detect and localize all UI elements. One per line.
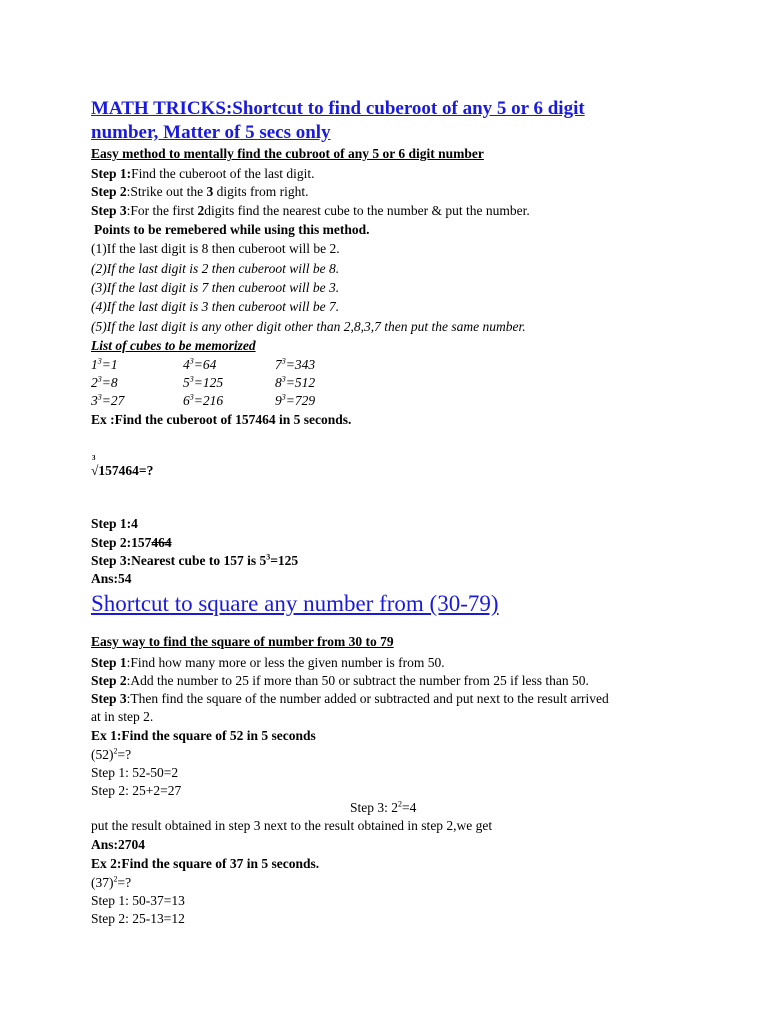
step3-bold: 2 (197, 203, 205, 218)
cuberoot-symbol: 3 √ (91, 454, 99, 478)
example1-step2: Step 2: 25+2=27 (91, 783, 182, 798)
struck-digits: 464 (151, 535, 172, 550)
cube-entry: $4^3=64$ (183, 356, 217, 372)
cube-entry: $2^3=8$ (91, 374, 118, 390)
answer-step3: Step 3:Nearest cube to 157 is $5^3=125$ (91, 552, 299, 568)
section2-title-link[interactable]: Shortcut to square any number from (30-79) (91, 591, 499, 616)
step3-label: Step 3 (91, 203, 127, 218)
cube-entry: $5^3=125$ (183, 374, 224, 390)
cube-entry: $3^3=27$ (91, 392, 125, 408)
cubes-row (91, 392, 411, 410)
step3-text-b: digits find the nearest cube to the number & put the number. (204, 203, 530, 218)
step2-label: Step 2 (91, 184, 127, 199)
cuberoot-expression: 3 √157464=? (91, 454, 154, 478)
cube-entry: $7^3=343$ (275, 356, 316, 372)
answer-final: Ans:54 (91, 571, 132, 586)
example2-heading: Ex 2:Find the square of 37 in 5 seconds. (91, 856, 320, 871)
cube-entry: $9^3=729$ (275, 392, 316, 408)
cubes-row (91, 356, 411, 374)
step1-label: Step 1: (91, 166, 132, 181)
example1-heading: Ex 1:Find the square of 52 in 5 seconds (91, 728, 316, 743)
title-link-line2[interactable]: number, Matter of 5 secs only (91, 122, 331, 143)
point-2: (2)If the last digit is 2 then cuberoot will be 8. (91, 261, 340, 276)
points-heading: Points to be remebered while using this method. (94, 222, 370, 237)
step2-line (91, 184, 309, 200)
example1-step1: Step 1: 52-50=2 (91, 765, 179, 780)
example1-expression: $(52)^2=$? (91, 746, 132, 762)
section2-subtitle: Easy way to find the square of number from 30 to 79 (91, 634, 394, 649)
sq-step1-line: Step 1:Find how many more or less the given number is from 50. (91, 655, 445, 670)
cubes-heading: List of cubes to be memorized (91, 338, 256, 353)
step3-text-a: :For the first (126, 203, 198, 218)
point-5: (5)If the last digit is any other digit other than 2,8,3,7 then put the same number. (91, 319, 526, 334)
step2-text-a: :Strike out the (126, 184, 207, 199)
sq-step2-line: Step 2:Add the number to 25 if more than 50 or subtract the number from 25 if less than 50. (91, 673, 589, 688)
cubes-table (91, 356, 411, 410)
step2-bold: 3 (206, 184, 214, 199)
answer-step1: Step 1:4 (91, 516, 138, 531)
cubes-row (91, 374, 411, 392)
title-link-line1[interactable]: MATH TRICKS:Shortcut to find cuberoot of any 5 or 6 digit (91, 98, 585, 119)
step1-text: Find the cuberoot of the last digit. (131, 166, 315, 181)
example2-step2: Step 2: 25-13=12 (91, 911, 185, 926)
example-cuberoot: Ex :Find the cuberoot of 157464 in 5 seconds. (91, 412, 352, 427)
cube-entry: $8^3=512$ (275, 374, 316, 390)
example2-expression: $(37)^2=$? (91, 874, 132, 890)
example1-step3: Step 3: $2^2=4$ (350, 799, 417, 815)
step2-text-b: digits from right. (213, 184, 309, 199)
example2-step1: Step 1: 50-37=13 (91, 893, 185, 908)
cube-entry: $6^3=216$ (183, 392, 224, 408)
sq-step3-continued: at in step 2. (91, 709, 154, 724)
point-1: (1)If the last digit is 8 then cuberoot will be 2. (91, 241, 340, 256)
answer-step2: Step 2:157464 (91, 535, 172, 550)
point-3: (3)If the last digit is 7 then cuberoot will be 3. (91, 280, 340, 295)
point-4: (4)If the last digit is 3 then cuberoot will be 7. (91, 299, 340, 314)
section1-subtitle: Easy method to mentally find the cubroot of any 5 or 6 digit number (91, 146, 484, 161)
sq-step3-line: Step 3:Then find the square of the number added or subtracted and put next to the result arrived (91, 691, 609, 706)
put-result-text: put the result obtained in step 3 next to the result obtained in step 2,we get (91, 818, 493, 833)
cube-entry: $1^3=1$ (91, 356, 118, 372)
example1-answer: Ans:2704 (91, 837, 146, 852)
step1-line (91, 166, 314, 182)
step3-line (91, 203, 530, 219)
